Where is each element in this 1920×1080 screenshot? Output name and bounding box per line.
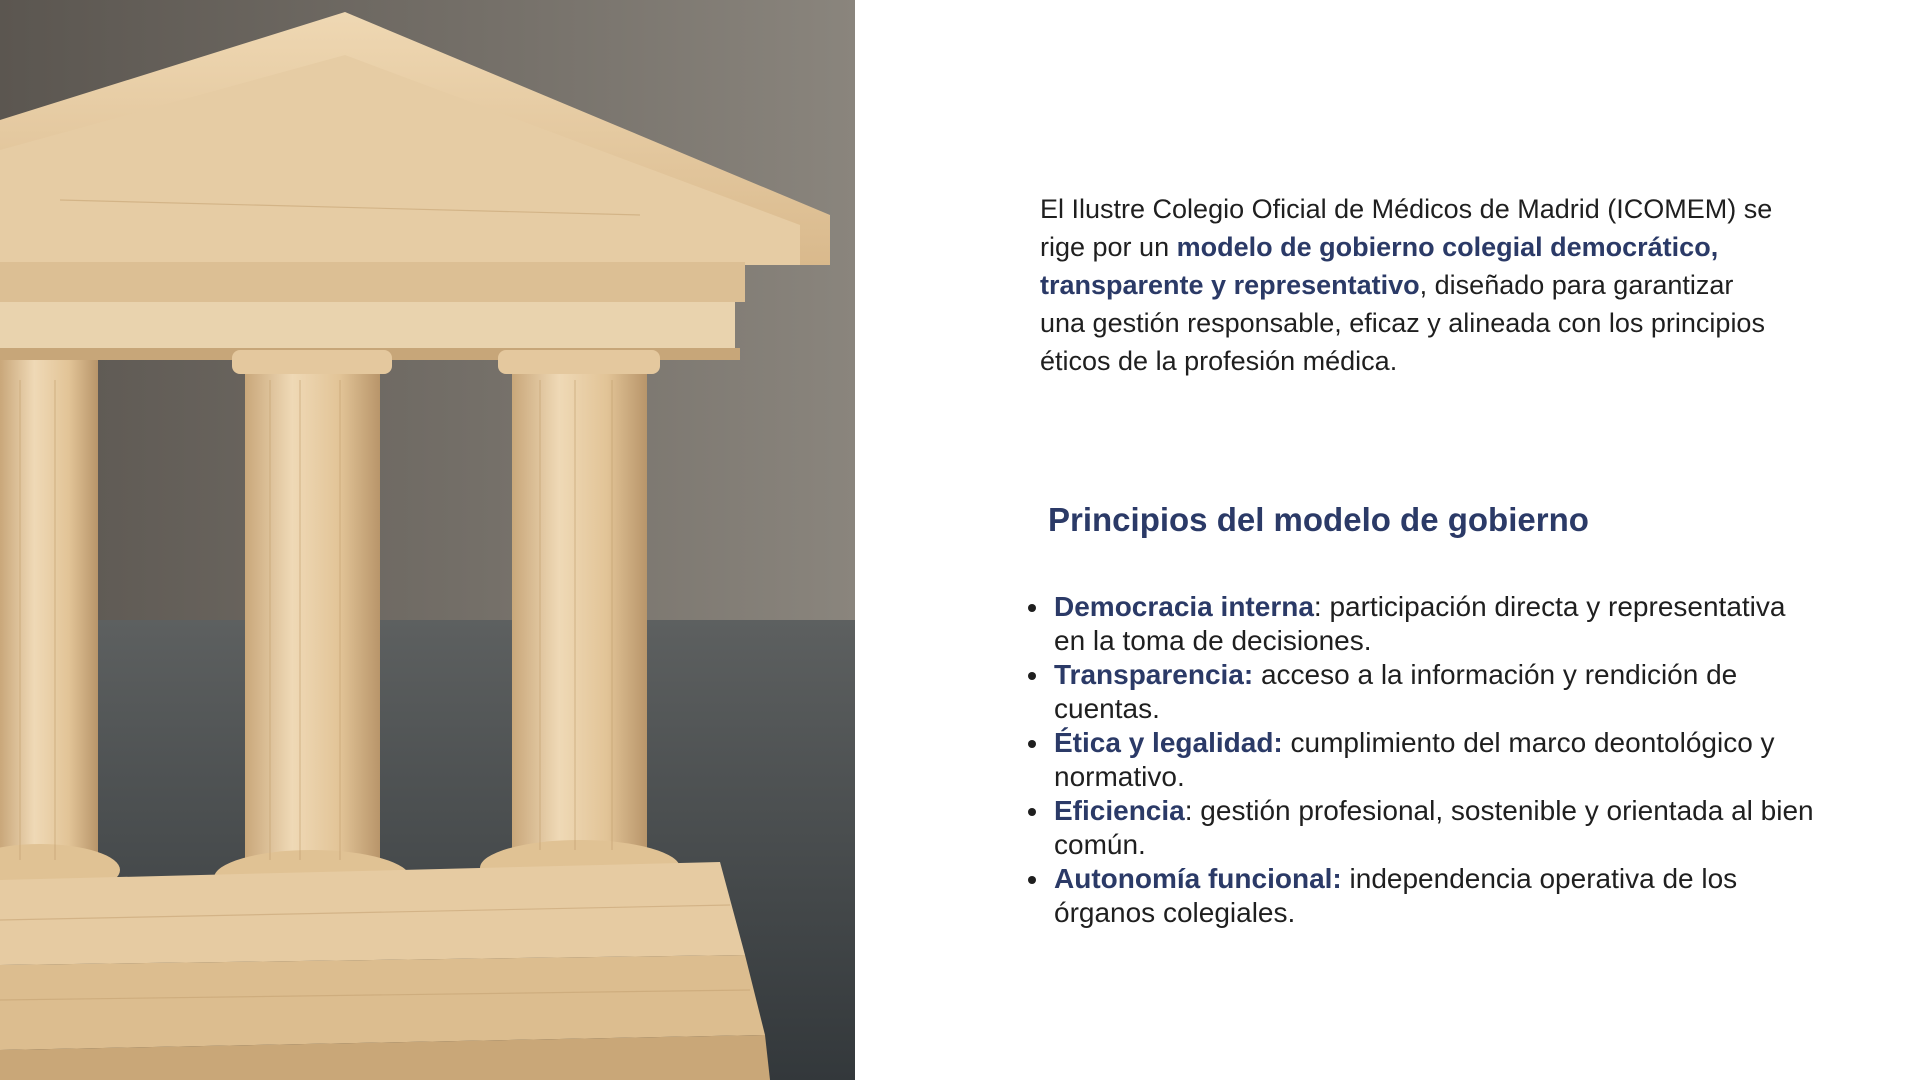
list-item — [1054, 794, 1820, 862]
intro-highlight: modelo de gobierno colegial democrático, transparente y representativo — [1040, 232, 1719, 300]
bullet-icon — [1028, 604, 1036, 612]
list-item — [1054, 726, 1820, 794]
intro-text-start: El Ilustre Colegio Oficial de Médicos de Madrid (ICOMEM) se rige por un — [1040, 194, 1773, 262]
wooden-temple-photo — [0, 0, 855, 1080]
principle-term: Autonomía funcional: — [1054, 863, 1342, 894]
bullet-icon — [1028, 808, 1036, 816]
principle-term: Eficiencia — [1054, 795, 1185, 826]
intro-paragraph — [1040, 190, 1780, 380]
list-item — [1054, 658, 1820, 726]
section-heading: Principios del modelo de gobierno — [1048, 501, 1589, 538]
list-item — [1054, 590, 1820, 658]
list-item — [1054, 862, 1820, 930]
bullet-icon — [1028, 876, 1036, 884]
principle-text: independencia operativa de los órganos colegiales. — [1054, 863, 1738, 928]
principle-text: : participación directa y representativa en la toma de decisiones. — [1054, 591, 1786, 656]
bullet-icon — [1028, 740, 1036, 748]
principle-text: cumplimiento del marco deontológico y normativo. — [1054, 727, 1775, 792]
bullet-icon — [1028, 672, 1036, 680]
principle-term: Democracia interna — [1054, 591, 1314, 622]
principle-term: Transparencia: — [1054, 659, 1254, 690]
principle-text: : gestión profesional, sostenible y orientada al bien común. — [1054, 795, 1814, 860]
principle-text: acceso a la información y rendición de cuentas. — [1054, 659, 1738, 724]
principles-list — [1040, 590, 1820, 930]
content-panel — [1040, 190, 1820, 930]
principle-term: Ética y legalidad: — [1054, 727, 1283, 758]
intro-text-end: , diseñado para garantizar una gestión responsable, eficaz y alineada con los principios éticos de la profesión médica. — [1040, 270, 1765, 376]
wooden-temple-icon — [0, 0, 855, 1080]
